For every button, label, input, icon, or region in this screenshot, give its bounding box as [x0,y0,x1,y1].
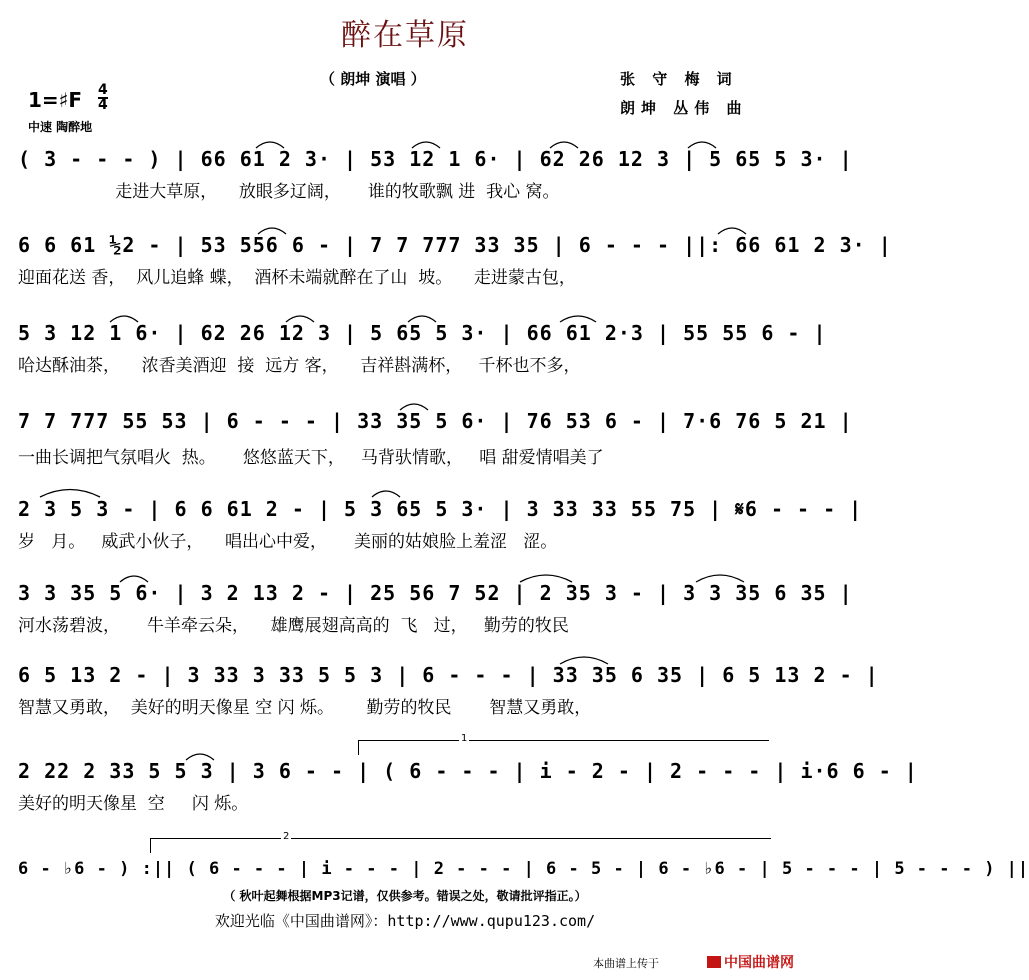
song-title: 醉在草原 [341,18,469,53]
welcome-link[interactable]: 欢迎光临《中国曲谱网》：http://www.qupu123.com/ [214,912,596,930]
lyric-line-4: 一曲长调把气氛唱火 热。 悠悠蓝天下， 马背驮情歌， 唱 甜爱情唱美了 [18,448,604,468]
singer-credit: （ 朗坤 演唱 ） [320,70,426,88]
volta-bracket-1 [358,733,769,755]
composer-credit: 朗坤 丛伟 曲 [620,99,748,117]
notation-line-4: 7 7 777 55 53 | 6 - - - | 33 35 5 6· | 76 53 6 - | 7·6 76 5 21 | [18,409,853,433]
lyric-line-5: 岁 月。 威武小伙子， 唱出心中爱， 美丽的姑娘脸上羞涩 涩。 [18,532,558,552]
transcription-note: （ 秋叶起舞根据MP3记谱，仅供参考。错误之处，敬请批评指正。） [223,889,587,903]
notation-line-1: ( 3 - - - ) | 66 61 2 3· | 53 12 1 6· | 62 26 12 3 | 5 65 5 3· | [18,147,853,171]
logo-mark-icon [707,956,721,968]
notation-line-7: 6 5 13 2 - | 3 33 3 33 5 5 3 | 6 - - - | 33 35 6 35 | 6 5 13 2 - | [18,663,879,687]
lyric-line-3: 哈达酥油茶， 浓香美酒迎 接 远方 客， 吉祥斟满杯， 千杯也不多， [18,356,581,376]
notation-line-8: 2 22 2 33 5 5 3 | 3 6 - - | ( 6 - - - | i - 2 - | 2 - - - | i·6 6 - | [18,759,918,783]
lyric-line-8: 美好的明天像星 空 闪 烁。 [18,794,249,814]
volta-1-label: 1 [461,733,468,744]
site-logo [707,952,794,972]
notation-line-6: 3 3 35 5 6· | 3 2 13 2 - | 25 56 7 52 | 2 35 3 - | 3 3 35 6 35 | [18,581,853,605]
lyric-line-6: 河水荡碧波， 牛羊牵云朵， 雄鹰展翅高高的 飞 过， 勤劳的牧民 [18,616,569,636]
notation-line-2: 6 6 61 ½2 - | 53 556 6 - | 7 7 777 33 35 | 6 - - - ||: 66 61 2 3· | [18,233,892,257]
lyric-line-2: 迎面花送 香， 风儿追蜂 蝶， 酒杯未端就醉在了山 坡。 走进蒙古包， [18,268,576,288]
volta-2-label: 2 [283,831,290,842]
tempo-marking: 中速 陶醉地 [28,120,93,134]
volta-bracket-2 [150,831,771,853]
notation-line-3: 5 3 12 1 6· | 62 26 12 3 | 5 65 5 3· | 66 61 2·3 | 55 55 6 - | [18,321,827,345]
time-sig-top: 4 [98,82,108,98]
lyricist-credit: 张 守 梅 词 [620,70,738,88]
notation-line-5: 2 3 5 3 - | 6 6 61 2 - | 5 3 65 5 3· | 3 33 33 55 75 | 𝄋6 - - - | [18,497,863,521]
time-sig-bottom: 4 [98,97,108,113]
lyric-line-7: 智慧又勇敢， 美好的明天像星 空 闪 烁。 勤劳的牧民 智慧又勇敢， [18,698,592,718]
logo-text: 中国曲谱网 [724,955,794,971]
time-signature [98,84,108,112]
key-signature: 1=♯F [28,88,83,112]
notation-line-9: 6 - ♭6 - ) :|| ( 6 - - - | i - - - | 2 - - - | 6 - 5 - | 6 - ♭6 - | 5 - - - | 5 - - - ) || [18,859,1029,879]
lyric-line-1: 走进大草原， 放眼多辽阔， 谁的牧歌飘 进 我心 窝。 [18,182,560,202]
upload-note: 本曲谱上传于 [593,957,659,970]
